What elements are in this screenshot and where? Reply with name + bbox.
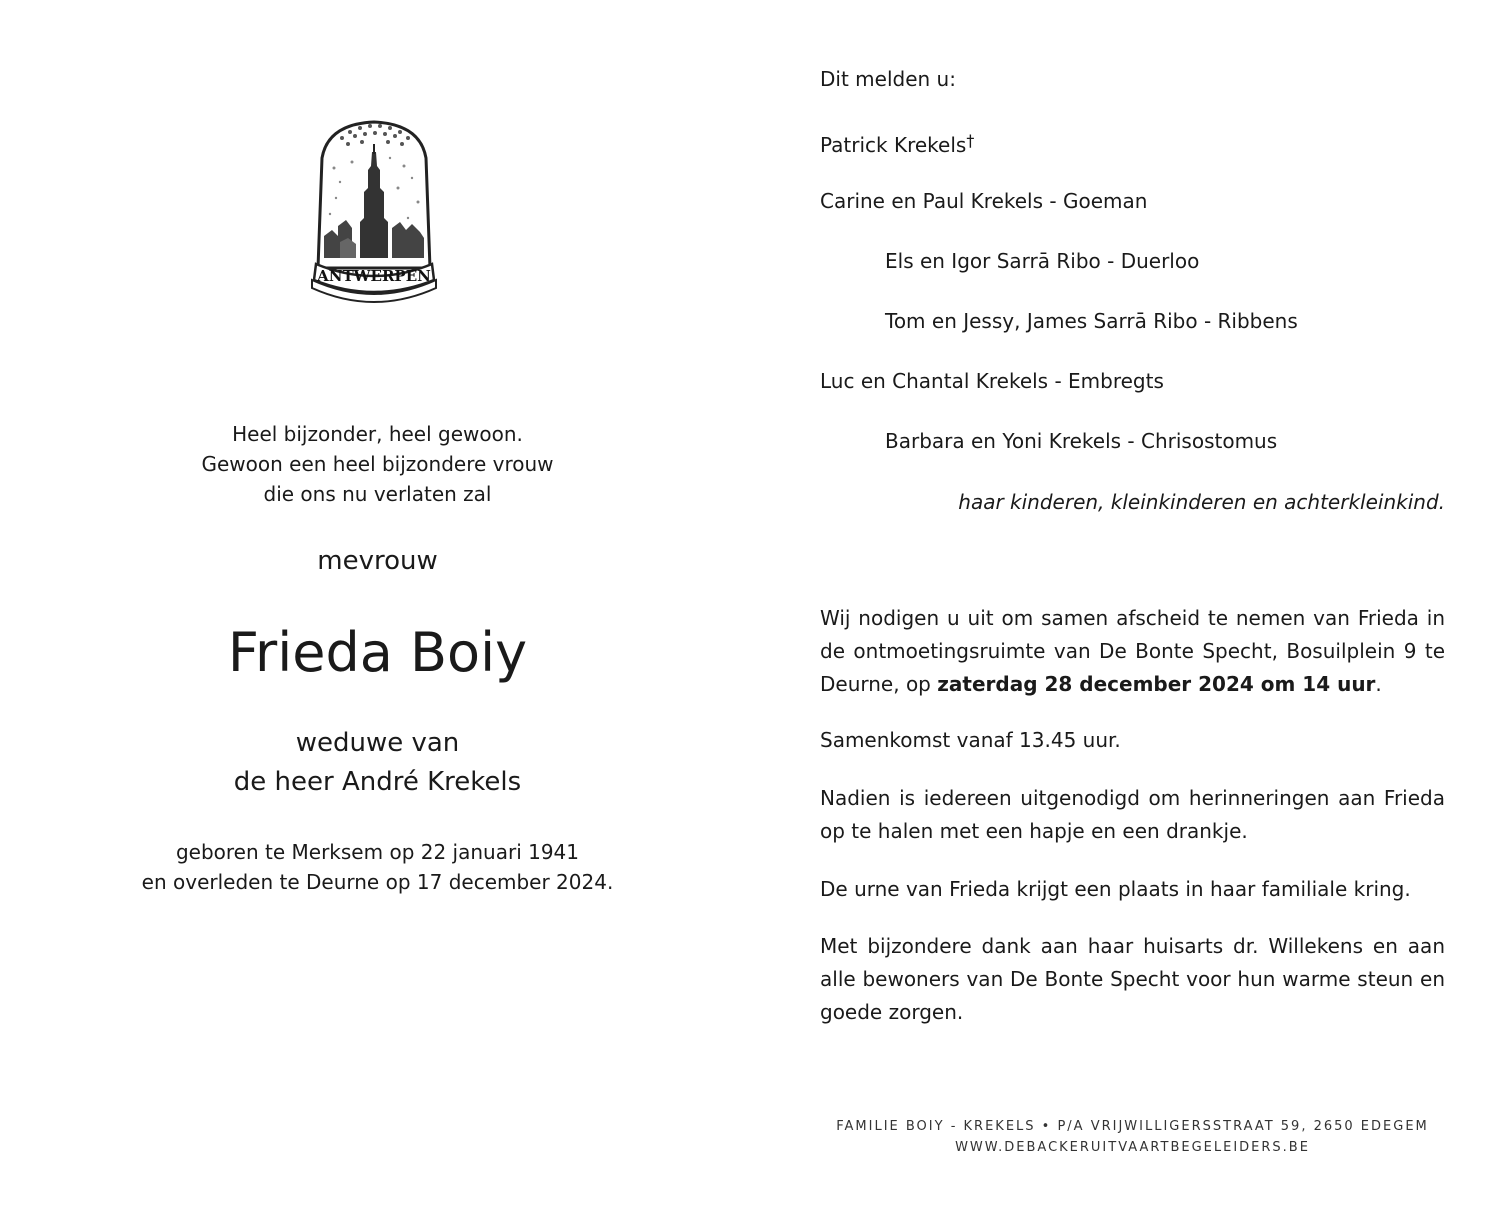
family-member: Barbara en Yoni Krekels - Chrisostomus: [885, 429, 1278, 453]
right-panel: [820, 0, 1445, 1214]
deceased-name: Frieda Boiy: [227, 621, 528, 684]
thanks-paragraph: Met bijzondere dank aan haar huisarts dr. Willekens en aan alle bewoners van De Bonte Specht voor hun warme steun en goede zorgen.: [820, 934, 1445, 1024]
poem-line: Heel bijzonder, heel gewoon.: [232, 422, 523, 446]
urn-paragraph: De urne van Frieda krijgt een plaats in haar familiale kring.: [820, 877, 1411, 901]
family-member: [820, 126, 974, 160]
announcement-intro: Dit melden u:: [820, 67, 956, 91]
family-member: Carine en Paul Krekels - Goeman: [820, 189, 1148, 213]
title-prefix: mevrouw: [317, 546, 438, 576]
cross-mark: †: [966, 131, 975, 150]
family-member-name: Patrick Krekels: [820, 133, 967, 157]
relatives-summary-period: .: [1438, 490, 1445, 514]
poem: [0, 419, 755, 509]
poem-line: die ons nu verlaten zal: [263, 482, 492, 506]
life-dates: [0, 837, 755, 897]
relatives-summary-text: haar kinderen, kleinkinderen en achterkleinkind: [958, 490, 1439, 514]
relatives-summary: [958, 487, 1445, 517]
widow-of: [0, 724, 755, 802]
footer: [820, 1116, 1445, 1158]
family-member: Els en Igor Sarrā Ribo - Duerloo: [885, 249, 1200, 273]
invitation-text: Wij nodigen u uit om samen afscheid te nemen van Frieda in de ontmoetingsruimte van De Bonte Specht, Bosuilplein 9 te Deurne, op: [820, 606, 1445, 696]
invitation-end: .: [1375, 672, 1382, 696]
antwerpen-label: ANTWERPEN: [317, 267, 431, 285]
footer-address: FAMILIE BOIY - KREKELS • P/A VRIJWILLIGERSSTRAAT 59, 2650 EDEGEM: [836, 1119, 1429, 1134]
invitation-paragraph: [820, 602, 1445, 701]
death-line: en overleden te Deurne op 17 december 2024.: [141, 870, 614, 894]
poem-line: Gewoon een heel bijzondere vrouw: [201, 452, 554, 476]
ceremony-datetime: zaterdag 28 december 2024 om 14 uur: [937, 672, 1376, 696]
widow-line: weduwe van: [295, 728, 460, 758]
birth-line: geboren te Merksem op 22 januari 1941: [175, 840, 580, 864]
family-member: Luc en Chantal Krekels - Embregts: [820, 369, 1164, 393]
footer-website: WWW.DEBACKERUITVAARTBEGELEIDERS.BE: [955, 1140, 1310, 1155]
family-member: Tom en Jessy, James Sarrā Ribo - Ribbens: [885, 309, 1298, 333]
afterwards-paragraph: Nadien is iedereen uitgenodigd om herinneringen aan Frieda op te halen met een hapje en een drankje.: [820, 786, 1445, 843]
antwerp-thimble-icon: [300, 118, 448, 306]
widow-line: de heer André Krekels: [233, 767, 522, 797]
gathering-paragraph: Samenkomst vanaf 13.45 uur.: [820, 728, 1121, 752]
